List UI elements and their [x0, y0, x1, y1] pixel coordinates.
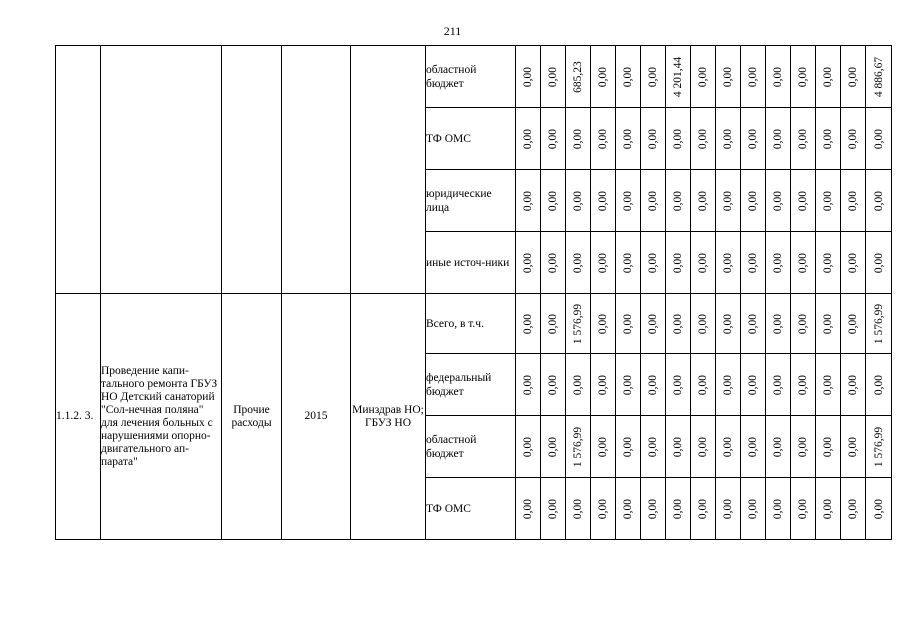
value-cell	[641, 294, 666, 354]
value-text: 0,00	[847, 313, 859, 334]
value-text: 0,00	[697, 436, 709, 457]
value-cell	[816, 170, 841, 232]
value-cell	[866, 354, 892, 416]
value-cell	[566, 232, 591, 294]
value-cell	[666, 170, 691, 232]
value-cell	[566, 416, 591, 478]
value-cell	[616, 232, 641, 294]
value-text: 0,00	[697, 252, 709, 273]
value-text: 0,00	[597, 374, 609, 395]
value-text: 0,00	[547, 436, 559, 457]
value-text: 0,00	[847, 66, 859, 87]
value-text: 0,00	[522, 190, 534, 211]
value-text: 0,00	[722, 252, 734, 273]
value-cell	[616, 108, 641, 170]
value-cell	[816, 232, 841, 294]
value-text: 0,00	[847, 436, 859, 457]
empty-merged-cell	[101, 46, 222, 294]
value-text: 0,00	[647, 436, 659, 457]
value-text: 0,00	[797, 374, 809, 395]
funding-source: федеральный бюджет	[426, 354, 516, 416]
value-text: 0,00	[522, 498, 534, 519]
value-text: 4 201,44	[672, 56, 684, 97]
value-cell	[641, 416, 666, 478]
value-text: 0,00	[747, 252, 759, 273]
value-cell	[691, 46, 716, 108]
value-text: 0,00	[747, 190, 759, 211]
value-cell	[516, 478, 541, 540]
value-cell	[591, 170, 616, 232]
value-cell	[641, 232, 666, 294]
value-text: 0,00	[772, 374, 784, 395]
value-cell	[516, 46, 541, 108]
value-cell	[541, 416, 566, 478]
value-text: 0,00	[772, 498, 784, 519]
value-cell	[616, 46, 641, 108]
value-text: 0,00	[772, 128, 784, 149]
value-cell	[566, 354, 591, 416]
value-cell	[566, 170, 591, 232]
value-cell	[741, 232, 766, 294]
value-cell	[741, 170, 766, 232]
value-text: 4 886,67	[872, 56, 885, 97]
item-title: Проведение капи-тального ремонта ГБУЗ НО Детский санаторий "Сол-нечная поляна" для лечения больных с нарушениями опорно-двигательного ап-парата"	[101, 294, 222, 540]
value-text: 0,00	[522, 128, 534, 149]
value-text: 0,00	[672, 190, 684, 211]
value-cell	[691, 478, 716, 540]
value-cell	[516, 294, 541, 354]
value-cell	[866, 170, 892, 232]
value-cell	[866, 232, 892, 294]
value-cell	[766, 108, 791, 170]
funding-source: ТФ ОМС	[426, 108, 516, 170]
empty-merged-cell	[56, 46, 101, 294]
value-cell	[641, 108, 666, 170]
funding-source: областной бюджет	[426, 416, 516, 478]
value-text: 0,00	[697, 66, 709, 87]
value-cell	[616, 416, 641, 478]
value-cell	[766, 478, 791, 540]
value-text: 0,00	[597, 313, 609, 334]
value-cell	[841, 294, 866, 354]
value-text: 0,00	[547, 252, 559, 273]
value-cell	[716, 478, 741, 540]
value-text: 0,00	[822, 252, 834, 273]
funding-source: юридические лица	[426, 170, 516, 232]
value-cell	[616, 294, 641, 354]
value-cell	[766, 354, 791, 416]
value-text: 0,00	[872, 252, 885, 273]
value-text: 0,00	[672, 252, 684, 273]
value-cell	[741, 108, 766, 170]
value-text: 0,00	[622, 190, 634, 211]
value-cell	[716, 232, 741, 294]
value-cell	[516, 170, 541, 232]
value-text: 0,00	[722, 128, 734, 149]
value-cell	[541, 108, 566, 170]
value-cell	[841, 170, 866, 232]
value-cell	[766, 170, 791, 232]
value-cell	[666, 416, 691, 478]
value-text: 685,23	[572, 60, 584, 93]
value-text: 0,00	[847, 190, 859, 211]
value-cell	[666, 232, 691, 294]
value-cell	[616, 354, 641, 416]
value-text: 0,00	[647, 252, 659, 273]
funding-source: Всего, в т.ч.	[426, 294, 516, 354]
value-text: 0,00	[722, 374, 734, 395]
value-text: 0,00	[572, 252, 584, 273]
value-cell	[841, 46, 866, 108]
value-cell	[791, 478, 816, 540]
value-cell	[866, 416, 892, 478]
value-text: 0,00	[822, 66, 834, 87]
value-cell	[766, 416, 791, 478]
value-cell	[641, 170, 666, 232]
empty-merged-cell	[222, 46, 282, 294]
value-text: 0,00	[622, 374, 634, 395]
value-cell	[541, 294, 566, 354]
value-cell	[716, 46, 741, 108]
value-cell	[866, 108, 892, 170]
value-cell	[666, 354, 691, 416]
value-text: 0,00	[797, 498, 809, 519]
value-cell	[766, 46, 791, 108]
value-text: 0,00	[797, 66, 809, 87]
value-cell	[791, 294, 816, 354]
value-cell	[616, 478, 641, 540]
value-text: 0,00	[522, 313, 534, 334]
value-cell	[516, 108, 541, 170]
value-cell	[666, 46, 691, 108]
value-text: 0,00	[872, 498, 885, 519]
value-cell	[541, 170, 566, 232]
value-cell	[691, 294, 716, 354]
value-cell	[541, 478, 566, 540]
value-cell	[816, 108, 841, 170]
value-text: 0,00	[697, 374, 709, 395]
empty-merged-cell	[282, 46, 351, 294]
value-text: 0,00	[547, 313, 559, 334]
value-text: 0,00	[747, 66, 759, 87]
value-text: 0,00	[822, 128, 834, 149]
value-text: 0,00	[797, 436, 809, 457]
value-cell	[791, 108, 816, 170]
value-text: 0,00	[622, 436, 634, 457]
value-text: 0,00	[672, 313, 684, 334]
value-cell	[666, 108, 691, 170]
value-text: 0,00	[697, 313, 709, 334]
funding-source: иные источ-ники	[426, 232, 516, 294]
value-text: 0,00	[522, 252, 534, 273]
value-cell	[641, 478, 666, 540]
value-text: 0,00	[547, 374, 559, 395]
value-cell	[566, 478, 591, 540]
value-cell	[591, 46, 616, 108]
value-text: 0,00	[672, 128, 684, 149]
value-cell	[741, 354, 766, 416]
value-text: 1 576,99	[572, 303, 584, 344]
value-text: 0,00	[797, 128, 809, 149]
value-text: 0,00	[572, 498, 584, 519]
value-cell	[816, 416, 841, 478]
value-text: 0,00	[547, 498, 559, 519]
value-text: 0,00	[722, 498, 734, 519]
value-cell	[716, 170, 741, 232]
item-code: 1.1.2. 3.	[56, 294, 101, 540]
value-cell	[541, 46, 566, 108]
value-text: 0,00	[647, 374, 659, 395]
value-cell	[741, 416, 766, 478]
executor: Минздрав НО; ГБУЗ НО	[351, 294, 426, 540]
value-text: 0,00	[797, 190, 809, 211]
value-text: 0,00	[572, 128, 584, 149]
value-text: 0,00	[772, 252, 784, 273]
value-cell	[716, 416, 741, 478]
table-row	[56, 294, 892, 354]
value-text: 0,00	[747, 374, 759, 395]
value-cell	[566, 46, 591, 108]
value-cell	[566, 108, 591, 170]
value-text: 0,00	[522, 66, 534, 87]
value-text: 0,00	[622, 128, 634, 149]
value-cell	[716, 294, 741, 354]
value-text: 1 576,99	[872, 303, 885, 344]
value-text: 0,00	[647, 128, 659, 149]
value-text: 0,00	[722, 190, 734, 211]
year: 2015	[282, 294, 351, 540]
value-text: 0,00	[847, 498, 859, 519]
value-text: 0,00	[872, 374, 885, 395]
page-number: 211	[443, 24, 462, 38]
empty-merged-cell	[351, 46, 426, 294]
value-text: 0,00	[822, 313, 834, 334]
value-cell	[616, 170, 641, 232]
value-cell	[666, 478, 691, 540]
value-text: 0,00	[772, 190, 784, 211]
value-cell	[591, 108, 616, 170]
value-text: 0,00	[722, 66, 734, 87]
value-cell	[766, 232, 791, 294]
value-text: 0,00	[722, 436, 734, 457]
value-text: 0,00	[672, 374, 684, 395]
value-cell	[741, 478, 766, 540]
value-text: 0,00	[697, 190, 709, 211]
value-cell	[691, 232, 716, 294]
value-cell	[516, 416, 541, 478]
value-text: 0,00	[522, 374, 534, 395]
value-cell	[791, 416, 816, 478]
value-cell	[766, 294, 791, 354]
value-cell	[691, 170, 716, 232]
value-cell	[841, 232, 866, 294]
value-cell	[641, 354, 666, 416]
value-cell	[791, 232, 816, 294]
value-cell	[666, 294, 691, 354]
value-text: 0,00	[672, 436, 684, 457]
value-text: 0,00	[597, 190, 609, 211]
funding-source: областной бюджет	[426, 46, 516, 108]
program-table	[55, 45, 892, 540]
value-text: 0,00	[672, 498, 684, 519]
value-cell	[691, 108, 716, 170]
value-cell	[791, 46, 816, 108]
value-cell	[841, 478, 866, 540]
value-cell	[691, 416, 716, 478]
value-text: 0,00	[547, 66, 559, 87]
value-text: 0,00	[647, 313, 659, 334]
value-text: 0,00	[647, 66, 659, 87]
value-text: 0,00	[772, 66, 784, 87]
funding-source: ТФ ОМС	[426, 478, 516, 540]
value-cell	[866, 294, 892, 354]
value-text: 0,00	[822, 498, 834, 519]
value-cell	[741, 294, 766, 354]
value-text: 0,00	[797, 313, 809, 334]
value-text: 0,00	[572, 190, 584, 211]
value-cell	[516, 354, 541, 416]
value-text: 0,00	[872, 190, 885, 211]
value-cell	[841, 108, 866, 170]
value-text: 0,00	[772, 436, 784, 457]
value-cell	[816, 478, 841, 540]
value-cell	[516, 232, 541, 294]
value-cell	[816, 294, 841, 354]
value-text: 0,00	[622, 498, 634, 519]
value-text: 0,00	[647, 498, 659, 519]
value-cell	[716, 354, 741, 416]
value-text: 0,00	[722, 313, 734, 334]
value-text: 0,00	[622, 66, 634, 87]
value-text: 0,00	[747, 128, 759, 149]
value-cell	[741, 46, 766, 108]
expense-type: Прочие расходы	[222, 294, 282, 540]
value-text: 0,00	[822, 190, 834, 211]
value-text: 0,00	[747, 313, 759, 334]
value-text: 0,00	[597, 498, 609, 519]
value-text: 0,00	[572, 374, 584, 395]
value-text: 0,00	[647, 190, 659, 211]
value-text: 0,00	[597, 128, 609, 149]
value-text: 1 576,99	[872, 426, 885, 467]
value-cell	[541, 354, 566, 416]
value-text: 0,00	[697, 128, 709, 149]
value-cell	[841, 354, 866, 416]
value-text: 0,00	[847, 374, 859, 395]
value-text: 0,00	[797, 252, 809, 273]
value-text: 0,00	[772, 313, 784, 334]
value-cell	[791, 354, 816, 416]
value-text: 0,00	[747, 436, 759, 457]
value-text: 0,00	[822, 436, 834, 457]
value-cell	[791, 170, 816, 232]
value-text: 0,00	[597, 436, 609, 457]
value-cell	[566, 294, 591, 354]
value-text: 0,00	[747, 498, 759, 519]
value-text: 0,00	[597, 66, 609, 87]
value-cell	[816, 354, 841, 416]
value-text: 0,00	[847, 252, 859, 273]
value-cell	[591, 416, 616, 478]
value-cell	[591, 354, 616, 416]
value-cell	[716, 108, 741, 170]
value-cell	[591, 294, 616, 354]
value-text: 0,00	[597, 252, 609, 273]
value-text: 0,00	[622, 252, 634, 273]
value-cell	[866, 478, 892, 540]
value-cell	[691, 354, 716, 416]
value-text: 1 576,99	[572, 426, 584, 467]
value-cell	[841, 416, 866, 478]
value-cell	[641, 46, 666, 108]
value-cell	[866, 46, 892, 108]
value-cell	[591, 232, 616, 294]
value-text: 0,00	[822, 374, 834, 395]
value-cell	[591, 478, 616, 540]
value-text: 0,00	[847, 128, 859, 149]
value-text: 0,00	[872, 128, 885, 149]
table-row	[56, 46, 892, 108]
value-text: 0,00	[522, 436, 534, 457]
value-text: 0,00	[622, 313, 634, 334]
value-text: 0,00	[547, 190, 559, 211]
value-text: 0,00	[697, 498, 709, 519]
value-cell	[541, 232, 566, 294]
value-cell	[816, 46, 841, 108]
value-text: 0,00	[547, 128, 559, 149]
